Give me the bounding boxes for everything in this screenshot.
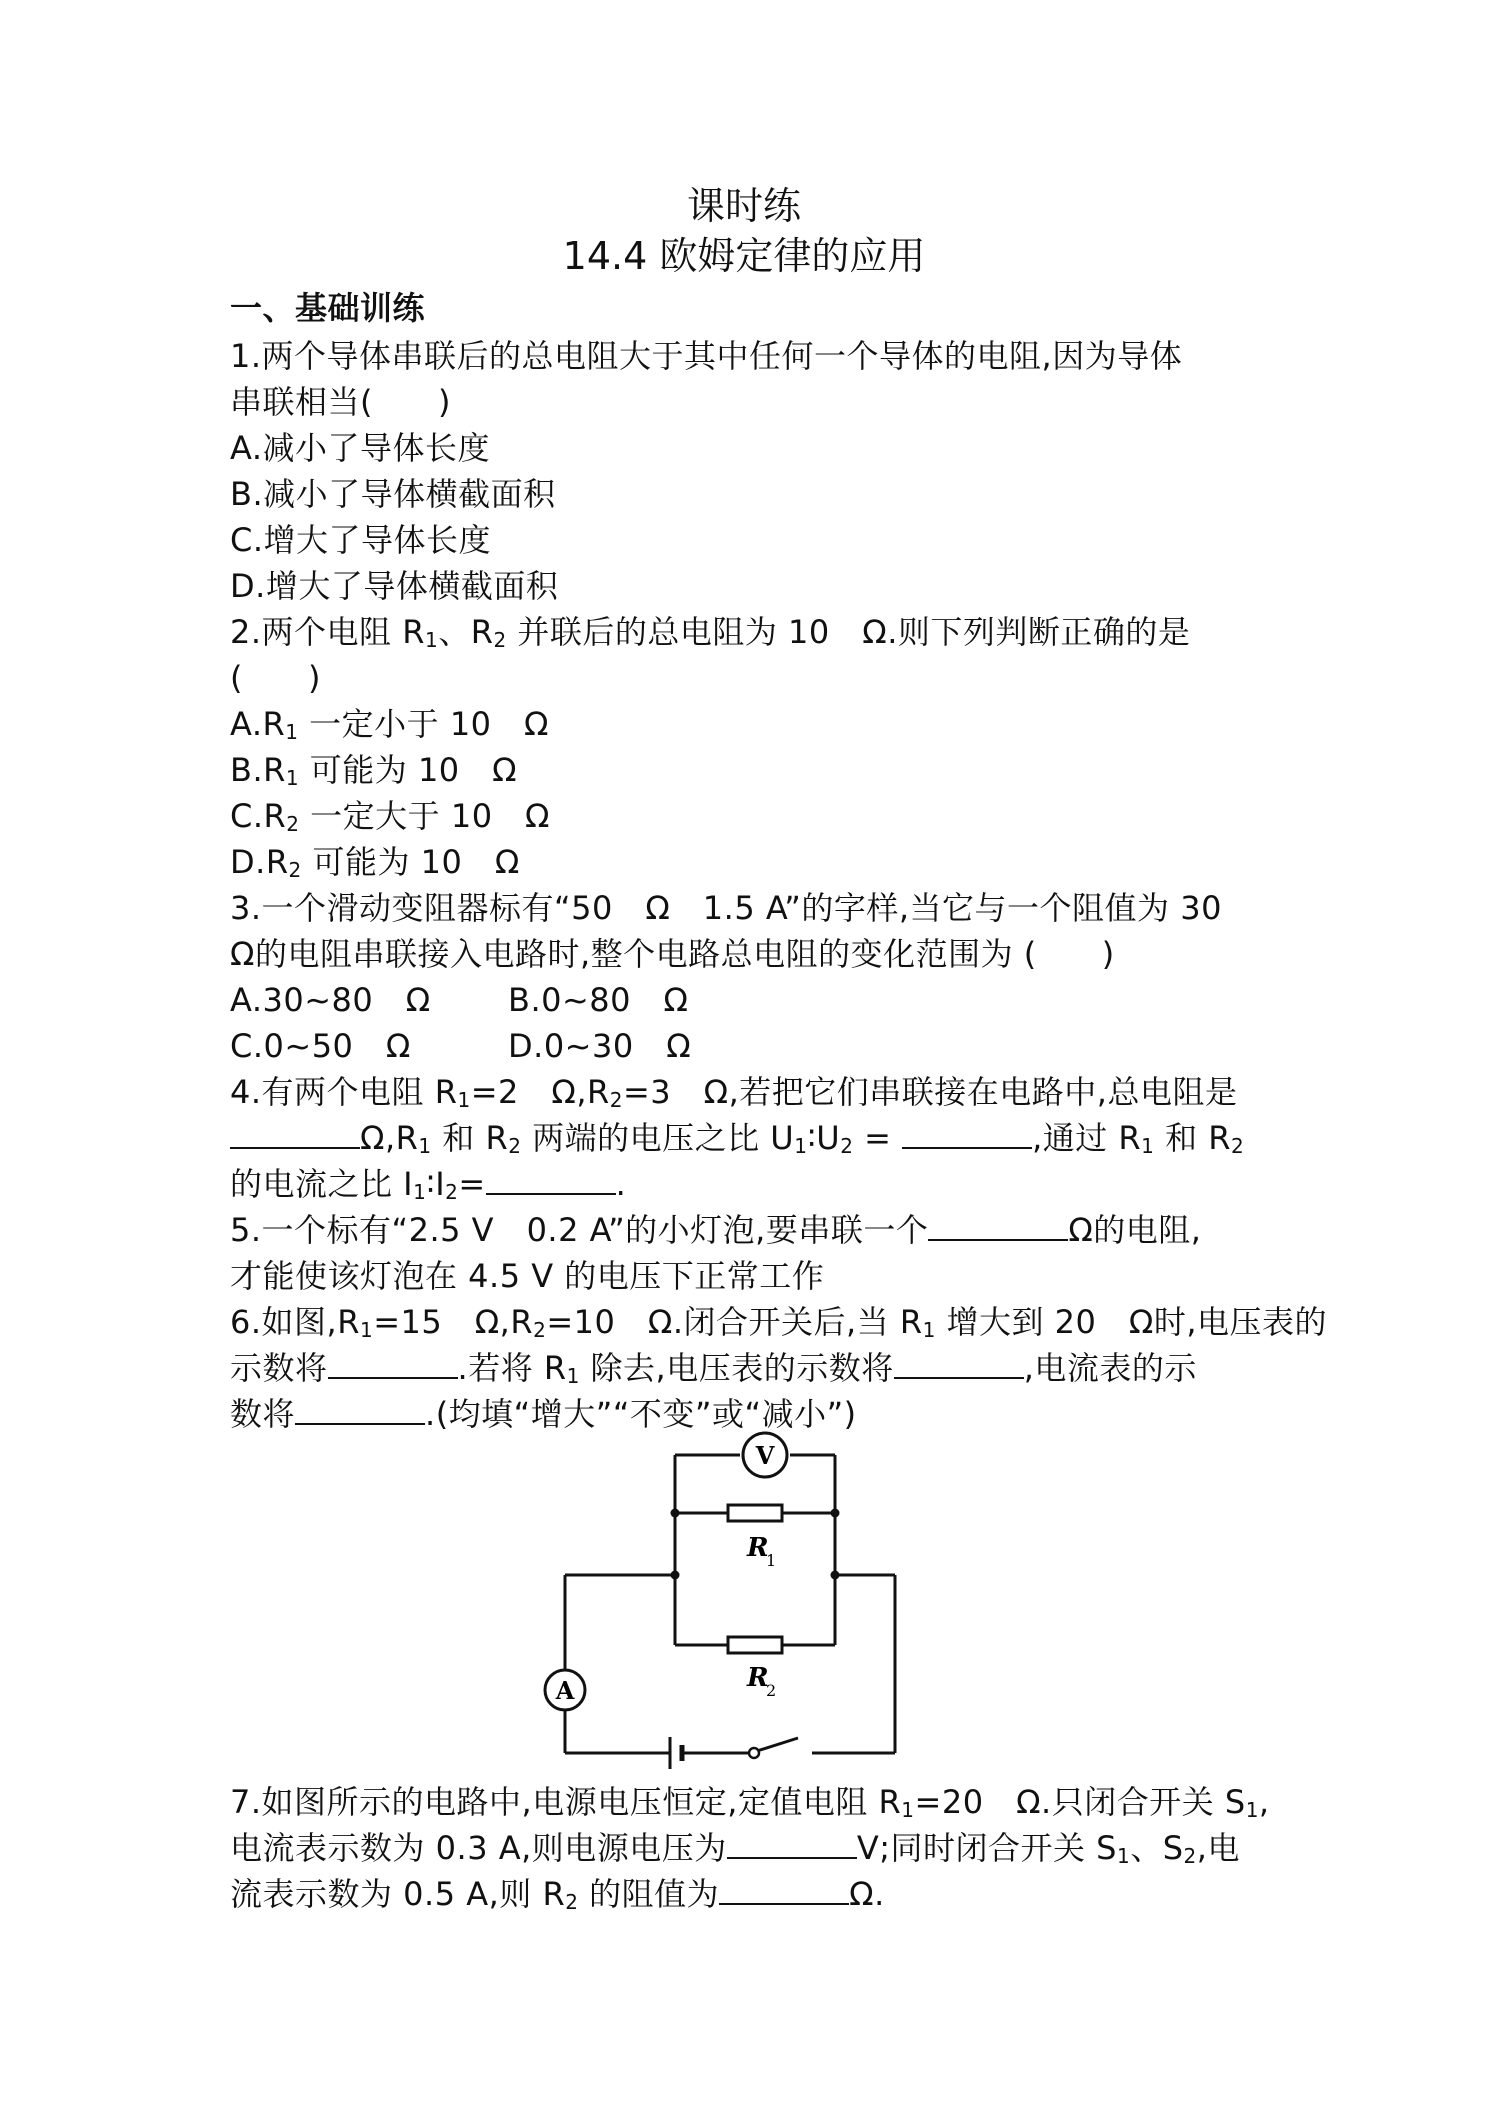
q1-stem: 1.两个导体串联后的总电阻大于其中任何一个导体的电阻,因为导体 bbox=[230, 337, 1183, 375]
q1-stem-cont: 串联相当( ) bbox=[230, 383, 451, 421]
switch-pivot bbox=[749, 1748, 759, 1758]
q6-stem-line3: 数将 .(均填“增大”“不变”或“减小”) bbox=[230, 1395, 857, 1433]
q1-option-d: D.增大了导体横截面积 bbox=[230, 567, 559, 605]
ammeter-label: A bbox=[555, 1676, 575, 1705]
doc-title: 课时练 bbox=[686, 184, 801, 228]
q3-option-a: A.30~80 Ω bbox=[230, 981, 431, 1019]
r1-label: R bbox=[747, 1533, 769, 1563]
r2-label: R bbox=[747, 1663, 769, 1693]
voltmeter-label: V bbox=[755, 1441, 775, 1470]
q3-stem-cont: Ω的电阻串联接入电路时,整个电路总电阻的变化范围为 ( ) bbox=[230, 935, 1115, 973]
switch-lever bbox=[757, 1738, 798, 1751]
doc-subtitle: 14.4 欧姆定律的应用 bbox=[562, 234, 926, 278]
answer-blank[interactable] bbox=[486, 1163, 616, 1195]
resistor-r2 bbox=[728, 1637, 782, 1653]
q5-stem-cont: 才能使该灯泡在 4.5 V 的电压下正常工作 bbox=[230, 1257, 825, 1295]
answer-blank[interactable] bbox=[328, 1347, 458, 1379]
q2-option-d: $D.R_2$ 可能为 10 Ω bbox=[230, 843, 520, 882]
q3-option-b: B.0~80 Ω bbox=[508, 981, 689, 1019]
q1-option-a: A.减小了导体长度 bbox=[230, 429, 491, 467]
q4-stem: 4.有两个电阻 $R_1=2$ $\Omega,R_2=3$ Ω,若把它们串联接在电路中,总电阻是 bbox=[230, 1073, 1238, 1112]
circuit-diagram bbox=[555, 1435, 920, 1775]
r1-label-sub: 1 bbox=[766, 1551, 777, 1570]
answer-blank[interactable] bbox=[719, 1873, 849, 1905]
answer-blank[interactable] bbox=[928, 1209, 1068, 1241]
q2-stem-cont: ( ) bbox=[230, 659, 321, 697]
q2-stem: 2.两个电阻 $R_1$、$R_2$ 并联后的总电阻为 10 Ω.则下列判断正确的是 bbox=[230, 613, 1191, 652]
q7-stem-line2: 电流表示数为 0.3 A,则电源电压为 V;同时闭合开关 $S_1$、$S_2$,电 bbox=[230, 1829, 1240, 1868]
answer-blank[interactable] bbox=[230, 1117, 360, 1149]
answer-blank[interactable] bbox=[894, 1347, 1024, 1379]
q3-option-d: D.0~30 Ω bbox=[508, 1027, 692, 1065]
section-heading: 一、基础训练 bbox=[230, 289, 426, 327]
q2-option-b: $B.R_1$ 可能为 10 Ω bbox=[230, 751, 518, 790]
junction-dot bbox=[831, 1509, 840, 1518]
junction-dot bbox=[671, 1571, 680, 1580]
q1-option-b: B.减小了导体横截面积 bbox=[230, 475, 556, 513]
q7-stem-line3: 流表示数为 0.5 A,则 $R_2$ 的阻值为 Ω. bbox=[230, 1875, 885, 1914]
resistor-r1 bbox=[728, 1505, 782, 1521]
q6-stem-line2: 示数将 .若将 $R_1$ 除去,电压表的示数将 ,电流表的示 bbox=[230, 1349, 1197, 1388]
q1-option-c: C.增大了导体长度 bbox=[230, 521, 492, 559]
q3-stem: 3.一个滑动变阻器标有“50 Ω 1.5 A”的字样,当它与一个阻值为 30 bbox=[230, 889, 1222, 927]
q2-option-c: $C.R_2$ 一定大于 10 Ω bbox=[230, 797, 551, 836]
junction-dot bbox=[831, 1571, 840, 1580]
answer-blank[interactable] bbox=[727, 1827, 857, 1859]
junction-dot bbox=[671, 1509, 680, 1518]
r2-label-sub: 2 bbox=[766, 1681, 777, 1700]
q3-option-c: C.0~50 Ω bbox=[230, 1027, 411, 1065]
q4-stem-line2: $\Omega,R_1$ 和 $R_2$ 两端的电压之比 $U_1∶U_2$ = ,通过 $R_1$ 和 $R_2$ bbox=[230, 1116, 1244, 1160]
q4-stem-line3: 的电流之比 $I_1∶I_2=$ . bbox=[230, 1165, 627, 1204]
q7-stem: 7.如图所示的电路中,电源电压恒定,定值电阻 $R_1=20$ Ω.只闭合开关 $S_1$, bbox=[230, 1783, 1270, 1822]
answer-blank[interactable] bbox=[295, 1393, 425, 1425]
q5-stem: 5.一个标有“2.5 V 0.2 A”的小灯泡,要串联一个 Ω的电阻, bbox=[230, 1211, 1202, 1249]
answer-blank[interactable] bbox=[902, 1117, 1032, 1149]
q6-stem: 6.如图$,R_1=15$ $\Omega,R_2=10$ Ω.闭合开关后,当 $R_1$ 增大到 20 Ω时,电压表的 bbox=[230, 1303, 1328, 1342]
q2-option-a: $A.R_1$ 一定小于 10 Ω bbox=[230, 705, 549, 744]
